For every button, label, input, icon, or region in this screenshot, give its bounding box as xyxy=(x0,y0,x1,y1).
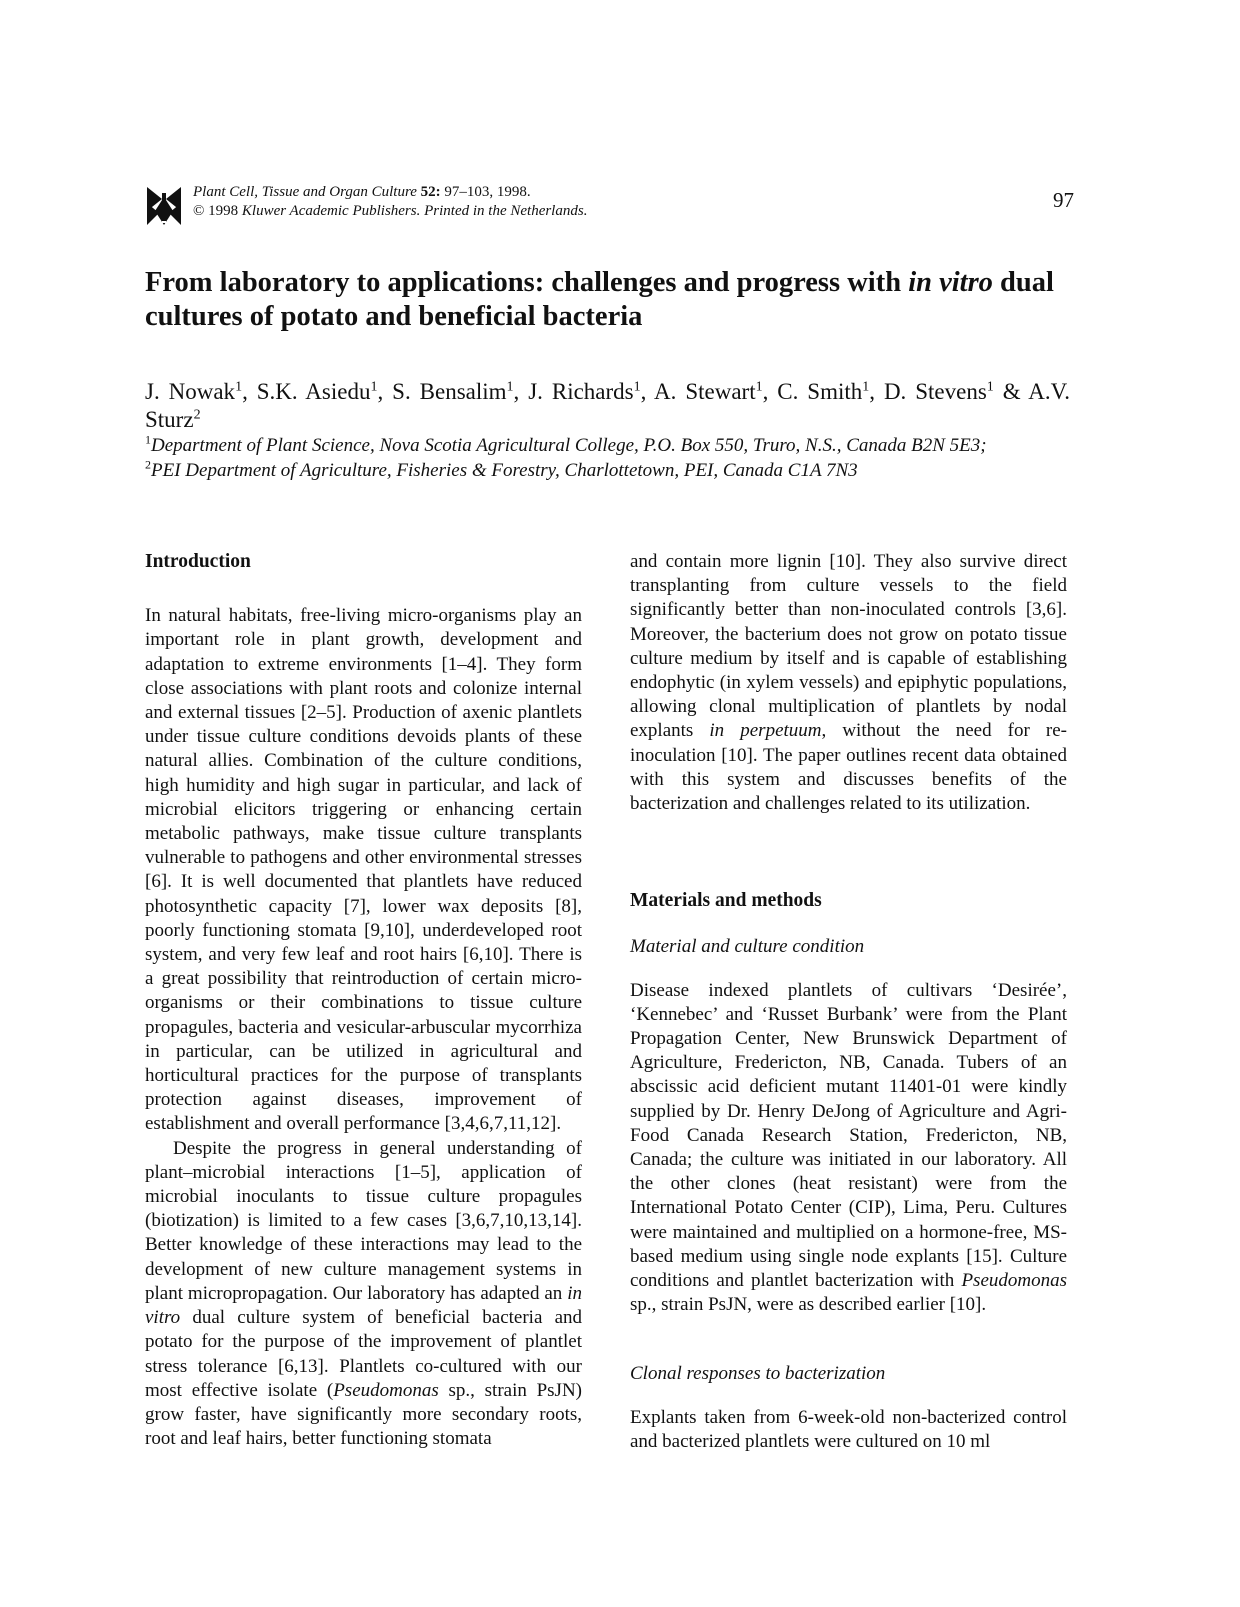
introduction-cont-text-a: and contain more lignin [10]. They also survive direct transplanting from culture vessels to the field significantly better than non-inoculated controls [3,6]. Moreover, the bacterium does not grow on potato tissue culture medium by itself and is capable of establishing endophytic (in xylem vessels) and epiphytic populations, allowing clonal multiplication of plantlets by nodal explants xyxy=(630,551,1067,742)
journal-line-1 xyxy=(193,183,587,202)
author-separator: , xyxy=(640,379,655,404)
author-affiliation-marker: 1 xyxy=(235,379,243,395)
title-italic: in vitro xyxy=(908,267,993,298)
author-separator: , xyxy=(513,379,529,404)
copyright-year: © 1998 xyxy=(193,203,239,219)
journal-citation xyxy=(193,183,587,221)
author-separator: , xyxy=(762,379,778,404)
introduction-continued xyxy=(630,550,1067,816)
author-affiliation-marker: 1 xyxy=(633,379,641,395)
author-name: A.V. Sturz xyxy=(145,379,1071,432)
journal-volume: 52: xyxy=(420,184,441,200)
left-column xyxy=(145,550,582,1451)
author-name: S. Bensalim xyxy=(392,379,507,404)
page-number: 97 xyxy=(1053,188,1074,212)
affiliation-1 xyxy=(145,434,1070,458)
introduction-p2-text-b: dual culture system of beneficial bacteria and potato for the purpose of the improvement of plantlet stress tolerance [6,13]. Plantlets co-cultured with our most effective isolate ( xyxy=(145,1307,583,1401)
author-separator: & xyxy=(993,379,1029,404)
paper-title xyxy=(145,266,1075,334)
methods-paragraph-2: Explants taken from 6-week-old non-bacterized control and bacterized plantlets were cultured on 10 ml xyxy=(630,1406,1067,1452)
author-name: J. Richards xyxy=(528,379,634,404)
author-separator: , xyxy=(242,379,257,404)
affiliation-1-text: Department of Plant Science, Nova Scotia Agricultural College, P.O. Box 550, Truro, N.S., Canada B2N 5E3; xyxy=(151,435,987,456)
author-separator: , xyxy=(869,379,884,404)
methods-paragraph-1 xyxy=(630,979,1067,1318)
author-name: C. Smith xyxy=(777,379,863,404)
author-affiliation-marker: 1 xyxy=(506,379,514,395)
title-part-2: dual cultures of potato and beneficial bacteria xyxy=(145,267,1054,332)
printed-note: Printed in the Netherlands. xyxy=(424,203,588,219)
methods-p1-text-a: Disease indexed plantlets of cultivars ‘Desirée’, ‘Kennebec’ and ‘Russet Burbank’ were from the Plant Propagation Center, New Brunswick Department of Agriculture, Fredericton, NB, Canada. Tubers of an abscissic acid deficient mutant 11401-01 were kindly supplied by Dr. Henry DeJong of Agriculture and Agri-Food Canada Research Station, Fredericton, NB, Canada; the culture was initiated in our laboratory. All the other clones (heat resistant) were from the International Potato Center (CIP), Lima, Peru. Cultures were maintained and multiplied on a hormone-free, MS-based medium using single node explants [15]. Culture conditions and plantlet bacterization with xyxy=(630,979,1067,1292)
author-name: D. Stevens xyxy=(883,379,987,404)
author-list xyxy=(145,378,1070,434)
author-name: S.K. Asiedu xyxy=(256,379,371,404)
introduction-cont-italic: in perpetuum xyxy=(709,720,822,742)
author-affiliation-marker: 1 xyxy=(370,379,378,395)
publisher-logo-icon xyxy=(145,185,183,227)
publisher-name: Kluwer Academic Publishers. xyxy=(241,203,421,219)
introduction-paragraph-1: In natural habitats, free-living micro-organisms play an important role in plant growth, development and adaptation to extreme environments [1–4]. They form close associations with plant roots and colonize internal and external tissues [2–5]. Production of axenic plantlets under tissue culture conditions devoids plants of these natural allies. Combination of the culture conditions, high humidity and high sugar in particular, and lack of microbial elicitors triggering or enhancing certain metabolic pathways, make tissue culture transplants vulnerable to pathogens and other environmental stresses [6]. It is well documented that plantlets have reduced photosynthetic capacity [7], lower wax deposits [8], poorly functioning stomata [9,10], underdeveloped root system, and very few leaf and root hairs [6,10]. There is a great possibility that reintroduction of certain micro-organisms or their combinations to tissue culture propagules, bacteria and vesicular-arbuscular mycorrhiza in particular, can be utilized in agricultural and horticultural practices for the purpose of transplants protection against diseases, improvement of establishment and overall performance [3,4,6,7,11,12]. xyxy=(145,605,582,1135)
title-part-1: From laboratory to applications: challenges and progress with xyxy=(145,267,902,298)
author-affiliation-marker: 2 xyxy=(193,407,201,423)
introduction-p2-italic-1: in vitro xyxy=(145,1282,582,1329)
right-column xyxy=(630,550,1067,1454)
author-affiliation-marker: 1 xyxy=(755,379,763,395)
author-affiliation-marker: 1 xyxy=(986,379,994,395)
methods-subheading-1: Material and culture condition xyxy=(630,936,865,958)
journal-name: Plant Cell, Tissue and Organ Culture xyxy=(193,184,417,200)
affiliation-2 xyxy=(145,459,1070,483)
methods-p1-text-b: sp., strain PsJN, were as described earlier [10]. xyxy=(630,1294,987,1316)
introduction-p2-text-c: sp., strain PsJN) grow faster, have significantly more secondary roots, root and leaf hairs, better functioning stomata xyxy=(145,1379,583,1450)
methods-p1-italic: Pseudomonas xyxy=(961,1270,1068,1292)
introduction-p2-text-a: Despite the progress in general understanding of plant–microbial interactions [1–5], application of microbial inoculants to tissue culture propagules (biotization) is limited to a few cases [3,6,7,10,13,14]. Better knowledge of these interactions may lead to the development of new culture management systems in plant micropropagation. Our laboratory has adapted an xyxy=(145,1137,582,1304)
author-name: A. Stewart xyxy=(654,379,756,404)
journal-header xyxy=(145,183,1105,233)
author-name: J. Nowak xyxy=(145,379,236,404)
journal-line-2 xyxy=(193,202,587,221)
introduction-cont-text-b: , without the need for re-inoculation [10]. The paper outlines recent data obtained with this system and discusses benefits of the bacterization and challenges related to its utilization. xyxy=(630,720,1067,815)
author-separator: , xyxy=(377,379,393,404)
introduction-p2-italic-2: Pseudomonas xyxy=(333,1379,439,1401)
affiliation-2-number: 2 xyxy=(145,457,151,472)
introduction-heading: Introduction xyxy=(145,551,251,572)
author-affiliation-marker: 1 xyxy=(862,379,870,395)
methods-heading: Materials and methods xyxy=(630,890,822,912)
methods-subheading-2: Clonal responses to bacterization xyxy=(630,1363,886,1385)
introduction-paragraph-2 xyxy=(145,1137,582,1452)
journal-pages-year: 97–103, 1998. xyxy=(444,184,531,200)
affiliation-1-number: 1 xyxy=(145,432,151,447)
affiliation-2-text: PEI Department of Agriculture, Fisheries & Forestry, Charlottetown, PEI, Canada C1A 7N3 xyxy=(151,460,858,481)
